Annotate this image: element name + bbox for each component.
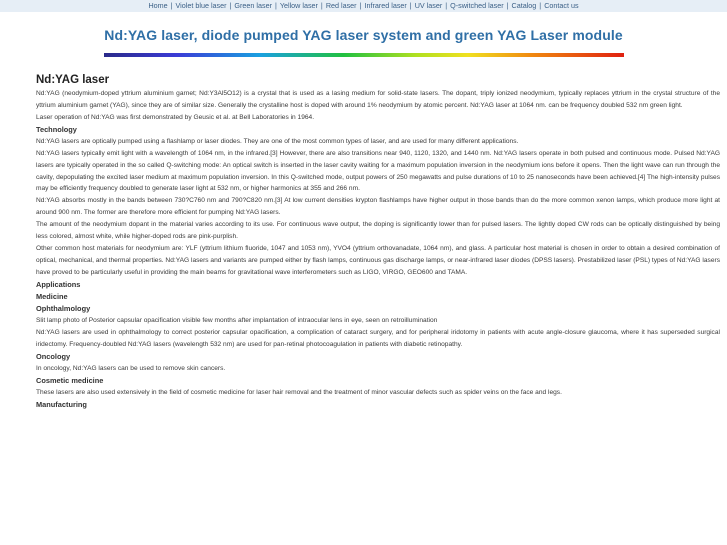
nav-link-contact-us[interactable]: Contact us <box>544 1 579 10</box>
page-title: Nd:YAG laser, diode pumped YAG laser system and green YAG Laser module <box>104 27 623 43</box>
article-body <box>36 74 720 411</box>
technology-paragraph: Nd:YAG absorbs mostly in the bands between 730?C760 nm and 790?C820 nm.[3] At low current densities krypton flashlamps have higher output in those bands than do the more common xenon lamps, which produce more light at around 900 nm. The former are therefore more efficient for pumping Nd:YAG lasers. <box>36 197 720 217</box>
nav-link-catalog[interactable]: Catalog <box>511 1 537 10</box>
nav-separator: | <box>443 1 450 10</box>
nav-separator: | <box>168 1 175 10</box>
intro-paragraph: Nd:YAG (neodymium-doped yttrium aluminium garnet; Nd:Y3Al5O12) is a crystal that is used as a lasing medium for solid-state lasers. The dopant, triply ionized neodymium, typically replaces yttrium in the crystal structure of the yttrium aluminium garnet (YAG), since they are of similar size. Generally the crystalline host is doped with around 1% neodymium by atomic percent. Nd:YAG laser at 1064 nm. can be frequency doubled 532 nm green light. <box>36 90 720 109</box>
nav-link-uv-laser[interactable]: UV laser <box>414 1 443 10</box>
applications-heading: Applications <box>36 279 81 289</box>
nav-separator: | <box>407 1 414 10</box>
nav-link-infrared-laser[interactable]: Infrared laser <box>364 1 407 10</box>
ophthalmology-paragraph: Slit lamp photo of Posterior capsular opacification visible few months after implantation of intraocular lens in eye, seen on retroillumination <box>36 316 438 324</box>
nav-separator: | <box>504 1 511 10</box>
article-heading: Nd:YAG laser <box>36 74 110 86</box>
ophthalmology-paragraph: Nd:YAG lasers are used in ophthalmology to correct posterior capsular opacification, a complication of cataract surgery, and for peripheral iridotomy in patients with acute angle-closure glaucoma, where it has superseded surgical iridectomy. Frequency-doubled Nd:YAG lasers (wavelength 532 nm) are used for pan-retinal photocoagulation in patients with diabetic retinopathy. <box>36 328 720 348</box>
nav-link-q-switched-laser[interactable]: Q-switched laser <box>450 1 504 10</box>
nav-link-yellow-laser[interactable]: Yellow laser <box>279 1 318 10</box>
technology-paragraph: Other common host materials for neodymium are: YLF (yttrium lithium fluoride, 1047 and 1053 nm), YVO4 (yttrium orthovanadate, 1064 nm), and glass. A particular host material is chosen in order to obtain a desired combination of optical, mechanical, and thermal properties. Nd:YAG lasers and variants are pumped either by flash lamps, continuous gas discharge lamps, or near-infrared laser diodes (DPSS lasers). Prestabilized laser (PSL) types of Nd:YAG lasers have proved to be particularly useful in providing the main beams for gravitational wave interferometers such as LIGO, VIRGO, GEO600 and TAMA. <box>36 244 720 276</box>
intro-paragraph: Laser operation of Nd:YAG was first demonstrated by Geusic et al. at Bell Laboratories in 1964. <box>36 113 315 121</box>
nav-link-green-laser[interactable]: Green laser <box>234 1 272 10</box>
cosmetic-medicine-heading: Cosmetic medicine <box>36 375 104 385</box>
oncology-paragraph: In oncology, Nd:YAG lasers can be used to remove skin cancers. <box>36 364 226 372</box>
nav-separator: | <box>357 1 364 10</box>
nav-link-violet-blue-laser[interactable]: Violet blue laser <box>175 1 227 10</box>
ophthalmology-heading: Ophthalmology <box>36 303 91 313</box>
nav-separator: | <box>227 1 234 10</box>
technology-paragraph: Nd:YAG lasers typically emit light with a wavelength of 1064 nm, in the infrared.[3] However, there are also transitions near 940, 1120, 1320, and 1440 nm. Nd:YAG lasers operate in both pulsed and continuous mode. Pulsed Nd:YAG lasers are typically operated in the so called Q-switching mode: An optical switch is inserted in the laser cavity waiting for a maximum population inversion in the neodymium ions before it opens. Then the light wave can run through the cavity, depopulating the excited laser medium at maximum population inversion. In this Q-switched mode, output powers of 250 megawatts and pulse durations of 10 to 25 nanoseconds have been achieved.[4] The high-intensity pulses may be efficiently frequency doubled to generate laser light at 532 nm, or higher harmonics at 355 and 266 nm. <box>36 149 720 193</box>
manufacturing-heading: Manufacturing <box>36 399 87 409</box>
oncology-heading: Oncology <box>36 351 71 361</box>
spectrum-divider <box>104 53 624 57</box>
nav-separator: | <box>537 1 544 10</box>
nav-link-red-laser[interactable]: Red laser <box>325 1 357 10</box>
nav-separator: | <box>318 1 325 10</box>
top-navigation <box>0 0 727 12</box>
technology-heading: Technology <box>36 124 77 134</box>
technology-paragraph: The amount of the neodymium dopant in the material varies according to its use. For continuous wave output, the doping is significantly lower than for pulsed lasers. The lightly doped CW rods can be optically distinguished by being less colored, almost white, while higher-doped rods are pink-purplish. <box>36 221 720 241</box>
medicine-heading: Medicine <box>36 291 68 301</box>
nav-link-home[interactable]: Home <box>148 1 168 10</box>
nav-separator: | <box>272 1 279 10</box>
technology-paragraph: Nd:YAG lasers are optically pumped using a flashlamp or laser diodes. They are one of the most common types of laser, and are used for many different applications. <box>36 137 519 145</box>
cosmetic-paragraph: These lasers are also used extensively in the field of cosmetic medicine for laser hair removal and the treatment of minor vascular defects such as spider veins on the face and legs. <box>36 388 562 396</box>
